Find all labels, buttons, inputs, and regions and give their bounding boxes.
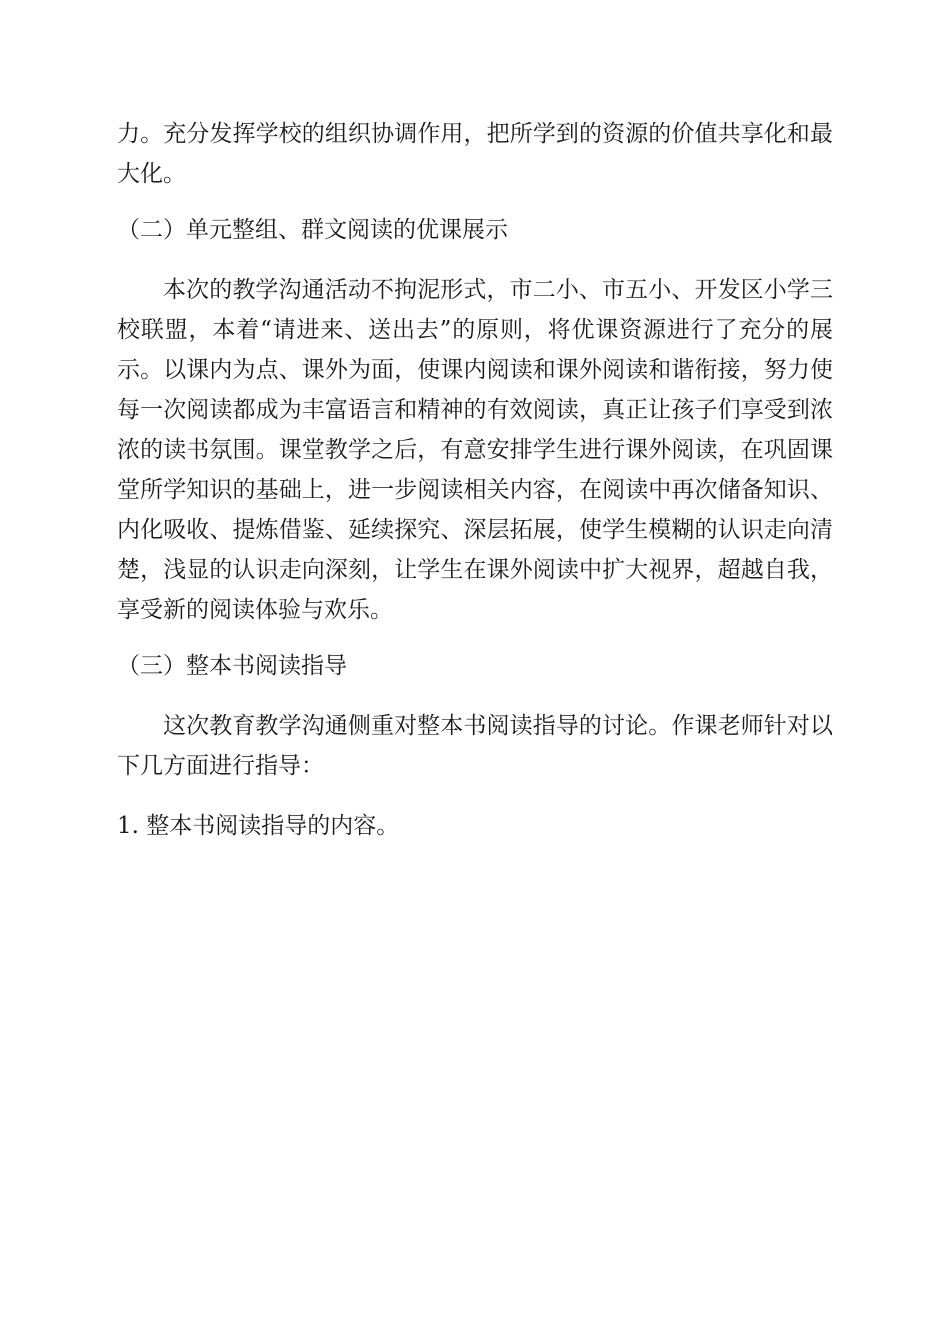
section-heading-3: （三）整本书阅读指导 [117,653,347,679]
section-heading-2: （二）单元整组、群文阅读的优课展示 [117,217,508,243]
continued-paragraph: 力。充分发挥学校的组织协调作用，把所学到的资源的价值共享化和最大化。 [117,121,833,187]
body-paragraph: 这次教育教学沟通侧重对整本书阅读指导的讨论。作课老师针对以下几方面进行指导： [117,713,833,779]
body-paragraph: 本次的教学沟通活动不拘泥形式，市二小、市五小、开发区小学三校联盟，本着“请进来、送出去”的原则，将优课资源进行了充分的展示。以课内为点、课外为面，使课内阅读和课外阅读和谐衔接，努力使每一次阅读都成为丰富语言和精神的有效阅读，真正让孩子们享受到浓浓的读书氛围。课堂教学之后，有意安排学生进行课外阅读，在巩固课堂所学知识的基础上，进一步阅读相关内容，在阅读中再次储备知识、内化吸收、提炼借鉴、延续探究、深层拓展，使学生模糊的认识走向清楚，浅显的认识走向深刻，让学生在课外阅读中扩大视界，超越自我，享受新的阅读体验与欢乐。 [117,277,833,623]
document-body [117,114,833,846]
list-item: 1. 整本书阅读指导的内容。 [117,813,400,839]
